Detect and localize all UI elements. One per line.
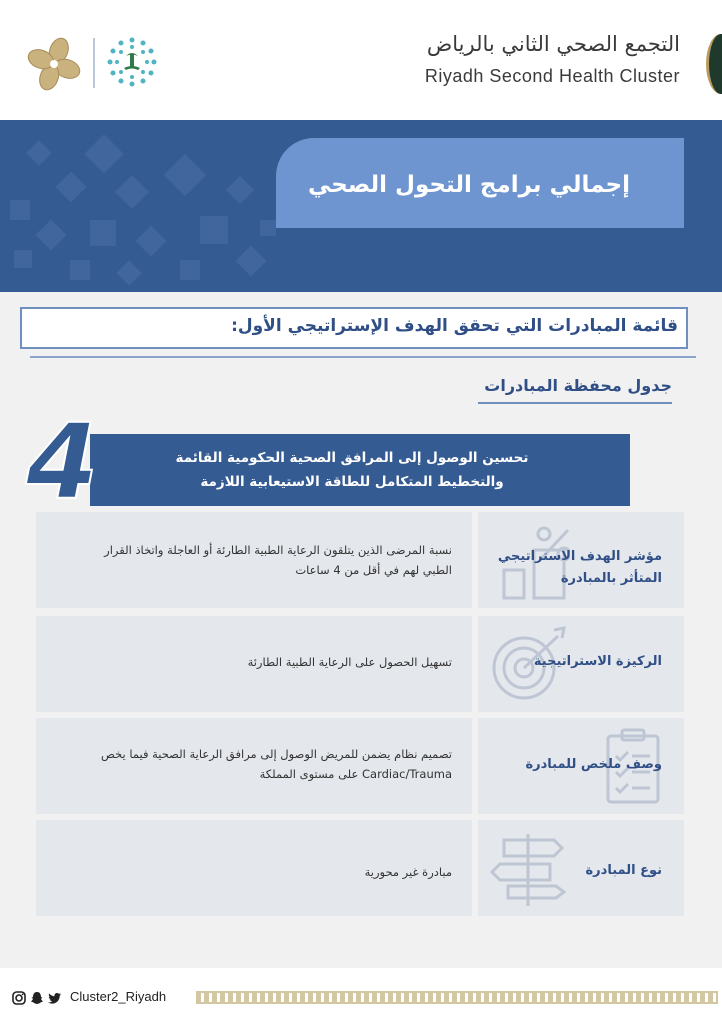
initiative-number-text: 4: [25, 412, 99, 508]
twitter-icon[interactable]: [48, 990, 62, 1004]
snapchat-icon[interactable]: [30, 990, 44, 1004]
row-value-text: مبادرة غير محورية: [364, 865, 452, 879]
org-name-english: Riyadh Second Health Cluster: [424, 66, 680, 86]
banner-title: إجمالي برامج التحول الصحي: [308, 172, 630, 198]
org-name-arabic: التجمع الصحي الثاني بالرياض: [426, 32, 680, 56]
logo-divider: [93, 38, 95, 88]
row-label-cell: [478, 820, 684, 916]
portfolio-table-title: جدول محفظة المبادرات: [484, 376, 672, 395]
social-handle[interactable]: Cluster2_Riyadh: [70, 989, 167, 1004]
row-label-cell: [478, 512, 684, 608]
row-label-text: وصف ملخص للمبادرة: [525, 757, 662, 772]
row-label-cell: [478, 616, 684, 712]
row-value-text: تصميم نظام يضمن للمريض الوصول إلى مرافق الرعاية الصحية فيما يخص Cardiac/Trauma على مستوى المملكة: [100, 747, 452, 781]
initiative-title-line2: والتخطيط المتكامل للطاقة الاستيعابية اللازمة: [200, 474, 504, 490]
list-underline: [30, 356, 696, 358]
instagram-icon[interactable]: [12, 990, 26, 1004]
vision-2030-logo: [104, 34, 160, 90]
row-value-cell: [36, 718, 472, 814]
header: [0, 0, 722, 120]
decorative-pattern-strip: [196, 991, 718, 1004]
row-value-text: تسهيل الحصول على الرعاية الطبية الطارئة: [247, 655, 452, 669]
row-label-text: مؤشر الهدف الاستراتيجي المتأثر بالمبادرة: [497, 549, 662, 586]
row-label-cell: [478, 718, 684, 814]
row-value-cell: [36, 820, 472, 916]
row-label-text: الركيزة الاستراتيجية: [533, 654, 662, 669]
initiative-title-line1: تحسين الوصول إلى المرافق الصحية الحكومية القائمة: [175, 450, 529, 466]
table-title-underline: [478, 402, 672, 404]
row-value-cell: [36, 616, 472, 712]
row-value-cell: [36, 512, 472, 608]
corner-emblem: [706, 34, 722, 94]
row-label-text: نوع المبادرة: [585, 863, 662, 878]
initiatives-list-title: قائمة المبادرات التي تحقق الهدف الإستراتيجي الأول:: [231, 316, 678, 336]
cluster-flower-logo: [26, 36, 82, 92]
initiative-title: [152, 446, 552, 494]
social-icons: [12, 990, 62, 1004]
initiative-number: [24, 412, 100, 508]
row-value-text: نسبة المرضى الذين يتلقون الرعاية الطبية الطارئة أو العاجلة واتخاذ القرار الطبي لهم في أقل من 4 ساعات: [104, 543, 452, 577]
